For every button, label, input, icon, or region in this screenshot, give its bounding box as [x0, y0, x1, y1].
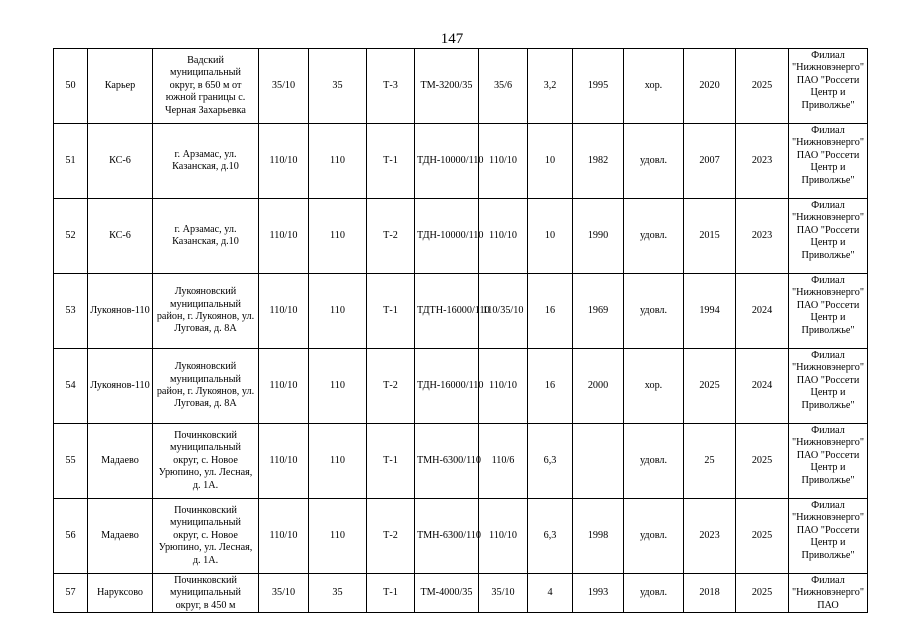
cell-owner: Филиал "Нижновэнерго" ПАО: [789, 574, 868, 613]
cell-power: 3,2: [528, 49, 573, 124]
cell-year-2: 2023: [684, 499, 736, 574]
cell-transformer: Т-1: [367, 124, 415, 199]
cell-number: 51: [54, 124, 88, 199]
cell-voltage-ratio: 35/10: [479, 574, 528, 613]
cell-voltage-class: 110/10: [259, 274, 309, 349]
cell-transformer: Т-1: [367, 574, 415, 613]
cell-year-2: 2020: [684, 49, 736, 124]
cell-power: 6,3: [528, 424, 573, 499]
cell-address: Лукояновский муниципальный район, г. Лукоянов, ул. Луговая, д. 8А: [153, 349, 259, 424]
cell-voltage-class: 35/10: [259, 574, 309, 613]
cell-address: г. Арзамас, ул. Казанская, д.10: [153, 199, 259, 274]
cell-number: 57: [54, 574, 88, 613]
cell-substation: Мадаево: [88, 424, 153, 499]
cell-owner: Филиал "Нижновэнерго" ПАО "Россети Центр и Приволжье": [789, 499, 868, 574]
cell-year-3: 2024: [736, 349, 789, 424]
cell-year: [573, 424, 624, 499]
cell-address: Лукояновский муниципальный район, г. Лукоянов, ул. Луговая, д. 8А: [153, 274, 259, 349]
cell-condition: удовл.: [624, 574, 684, 613]
cell-condition: удовл.: [624, 124, 684, 199]
cell-transformer: Т-3: [367, 49, 415, 124]
cell-condition: удовл.: [624, 199, 684, 274]
cell-address: г. Арзамас, ул. Казанская, д.10: [153, 124, 259, 199]
cell-year-3: 2025: [736, 574, 789, 613]
cell-condition: удовл.: [624, 499, 684, 574]
cell-substation: Наруксово: [88, 574, 153, 613]
cell-power: 10: [528, 199, 573, 274]
cell-voltage-ratio: 35/6: [479, 49, 528, 124]
cell-voltage-kv: 110: [309, 349, 367, 424]
cell-condition: хор.: [624, 49, 684, 124]
cell-power: 16: [528, 349, 573, 424]
cell-year-3: 2024: [736, 274, 789, 349]
cell-voltage-ratio: 110/10: [479, 349, 528, 424]
cell-voltage-ratio: 110/6: [479, 424, 528, 499]
table-row: [54, 349, 868, 424]
cell-power: 6,3: [528, 499, 573, 574]
cell-substation: КС-6: [88, 124, 153, 199]
cell-address: Вадский муниципальный округ, в 650 м от южной границы с. Черная Захарьевка: [153, 49, 259, 124]
cell-voltage-kv: 35: [309, 574, 367, 613]
cell-year: 1998: [573, 499, 624, 574]
cell-substation: Лукоянов-110: [88, 349, 153, 424]
cell-transformer-type: ТМН-6300/110: [415, 424, 479, 499]
cell-owner: Филиал "Нижновэнерго" ПАО "Россети Центр и Приволжье": [789, 349, 868, 424]
cell-owner: Филиал "Нижновэнерго" ПАО "Россети Центр и Приволжье": [789, 424, 868, 499]
cell-year: 1990: [573, 199, 624, 274]
cell-voltage-ratio: 110/35/10: [479, 274, 528, 349]
cell-year-3: 2025: [736, 49, 789, 124]
cell-transformer-type: ТМН-6300/110: [415, 499, 479, 574]
cell-number: 54: [54, 349, 88, 424]
cell-power: 16: [528, 274, 573, 349]
cell-voltage-class: 110/10: [259, 199, 309, 274]
cell-year-2: 2018: [684, 574, 736, 613]
cell-substation: КС-6: [88, 199, 153, 274]
cell-substation: Мадаево: [88, 499, 153, 574]
page-number: 147: [440, 31, 464, 47]
cell-transformer-type: ТДН-10000/110: [415, 199, 479, 274]
cell-year-3: 2025: [736, 424, 789, 499]
cell-voltage-ratio: 110/10: [479, 199, 528, 274]
table-row: [54, 49, 868, 124]
cell-number: 50: [54, 49, 88, 124]
cell-voltage-class: 35/10: [259, 49, 309, 124]
cell-voltage-kv: 110: [309, 199, 367, 274]
cell-transformer: Т-2: [367, 199, 415, 274]
cell-year: 2000: [573, 349, 624, 424]
cell-year-2: 2025: [684, 349, 736, 424]
cell-voltage-kv: 35: [309, 49, 367, 124]
cell-substation: Карьер: [88, 49, 153, 124]
cell-voltage-ratio: 110/10: [479, 499, 528, 574]
cell-transformer-type: ТДН-10000/110: [415, 124, 479, 199]
cell-power: 4: [528, 574, 573, 613]
cell-year-2: 2007: [684, 124, 736, 199]
cell-transformer: Т-2: [367, 349, 415, 424]
cell-number: 52: [54, 199, 88, 274]
cell-voltage-class: 110/10: [259, 499, 309, 574]
cell-substation: Лукоянов-110: [88, 274, 153, 349]
cell-voltage-kv: 110: [309, 274, 367, 349]
cell-number: 56: [54, 499, 88, 574]
cell-year-3: 2023: [736, 124, 789, 199]
cell-voltage-kv: 110: [309, 499, 367, 574]
cell-owner: Филиал "Нижновэнерго" ПАО "Россети Центр и Приволжье": [789, 199, 868, 274]
cell-year: 1993: [573, 574, 624, 613]
cell-owner: Филиал "Нижновэнерго" ПАО "Россети Центр и Приволжье": [789, 274, 868, 349]
cell-year: 1969: [573, 274, 624, 349]
cell-number: 53: [54, 274, 88, 349]
cell-address: Починковский муниципальный округ, с. Новое Урюпино, ул. Лесная, д. 1А.: [153, 499, 259, 574]
cell-condition: удовл.: [624, 274, 684, 349]
cell-power: 10: [528, 124, 573, 199]
cell-year-3: 2025: [736, 499, 789, 574]
cell-voltage-class: 110/10: [259, 124, 309, 199]
cell-voltage-class: 110/10: [259, 424, 309, 499]
cell-year-2: 25: [684, 424, 736, 499]
cell-voltage-class: 110/10: [259, 349, 309, 424]
cell-voltage-kv: 110: [309, 424, 367, 499]
table-row: [54, 124, 868, 199]
cell-year: 1982: [573, 124, 624, 199]
cell-owner: Филиал "Нижновэнерго" ПАО "Россети Центр и Приволжье": [789, 124, 868, 199]
cell-transformer: Т-2: [367, 499, 415, 574]
table-row: [54, 274, 868, 349]
cell-condition: хор.: [624, 349, 684, 424]
cell-address: Починковский муниципальный округ, с. Новое Урюпино, ул. Лесная, д. 1А.: [153, 424, 259, 499]
cell-transformer-type: ТДТН-16000/110: [415, 274, 479, 349]
table-row: [54, 199, 868, 274]
cell-transformer: Т-1: [367, 274, 415, 349]
substation-table: [53, 48, 868, 613]
cell-condition: удовл.: [624, 424, 684, 499]
cell-address: Починковский муниципальный округ, в 450 м: [153, 574, 259, 613]
table-row: [54, 574, 868, 613]
cell-transformer-type: ТМ-4000/35: [415, 574, 479, 613]
cell-transformer: Т-1: [367, 424, 415, 499]
cell-transformer-type: ТМ-3200/35: [415, 49, 479, 124]
cell-year-2: 1994: [684, 274, 736, 349]
cell-voltage-ratio: 110/10: [479, 124, 528, 199]
cell-voltage-kv: 110: [309, 124, 367, 199]
table-row: [54, 424, 868, 499]
cell-owner: Филиал "Нижновэнерго" ПАО "Россети Центр и Приволжье": [789, 49, 868, 124]
cell-transformer-type: ТДН-16000/110: [415, 349, 479, 424]
cell-number: 55: [54, 424, 88, 499]
cell-year-3: 2023: [736, 199, 789, 274]
cell-year-2: 2015: [684, 199, 736, 274]
table-row: [54, 499, 868, 574]
cell-year: 1995: [573, 49, 624, 124]
